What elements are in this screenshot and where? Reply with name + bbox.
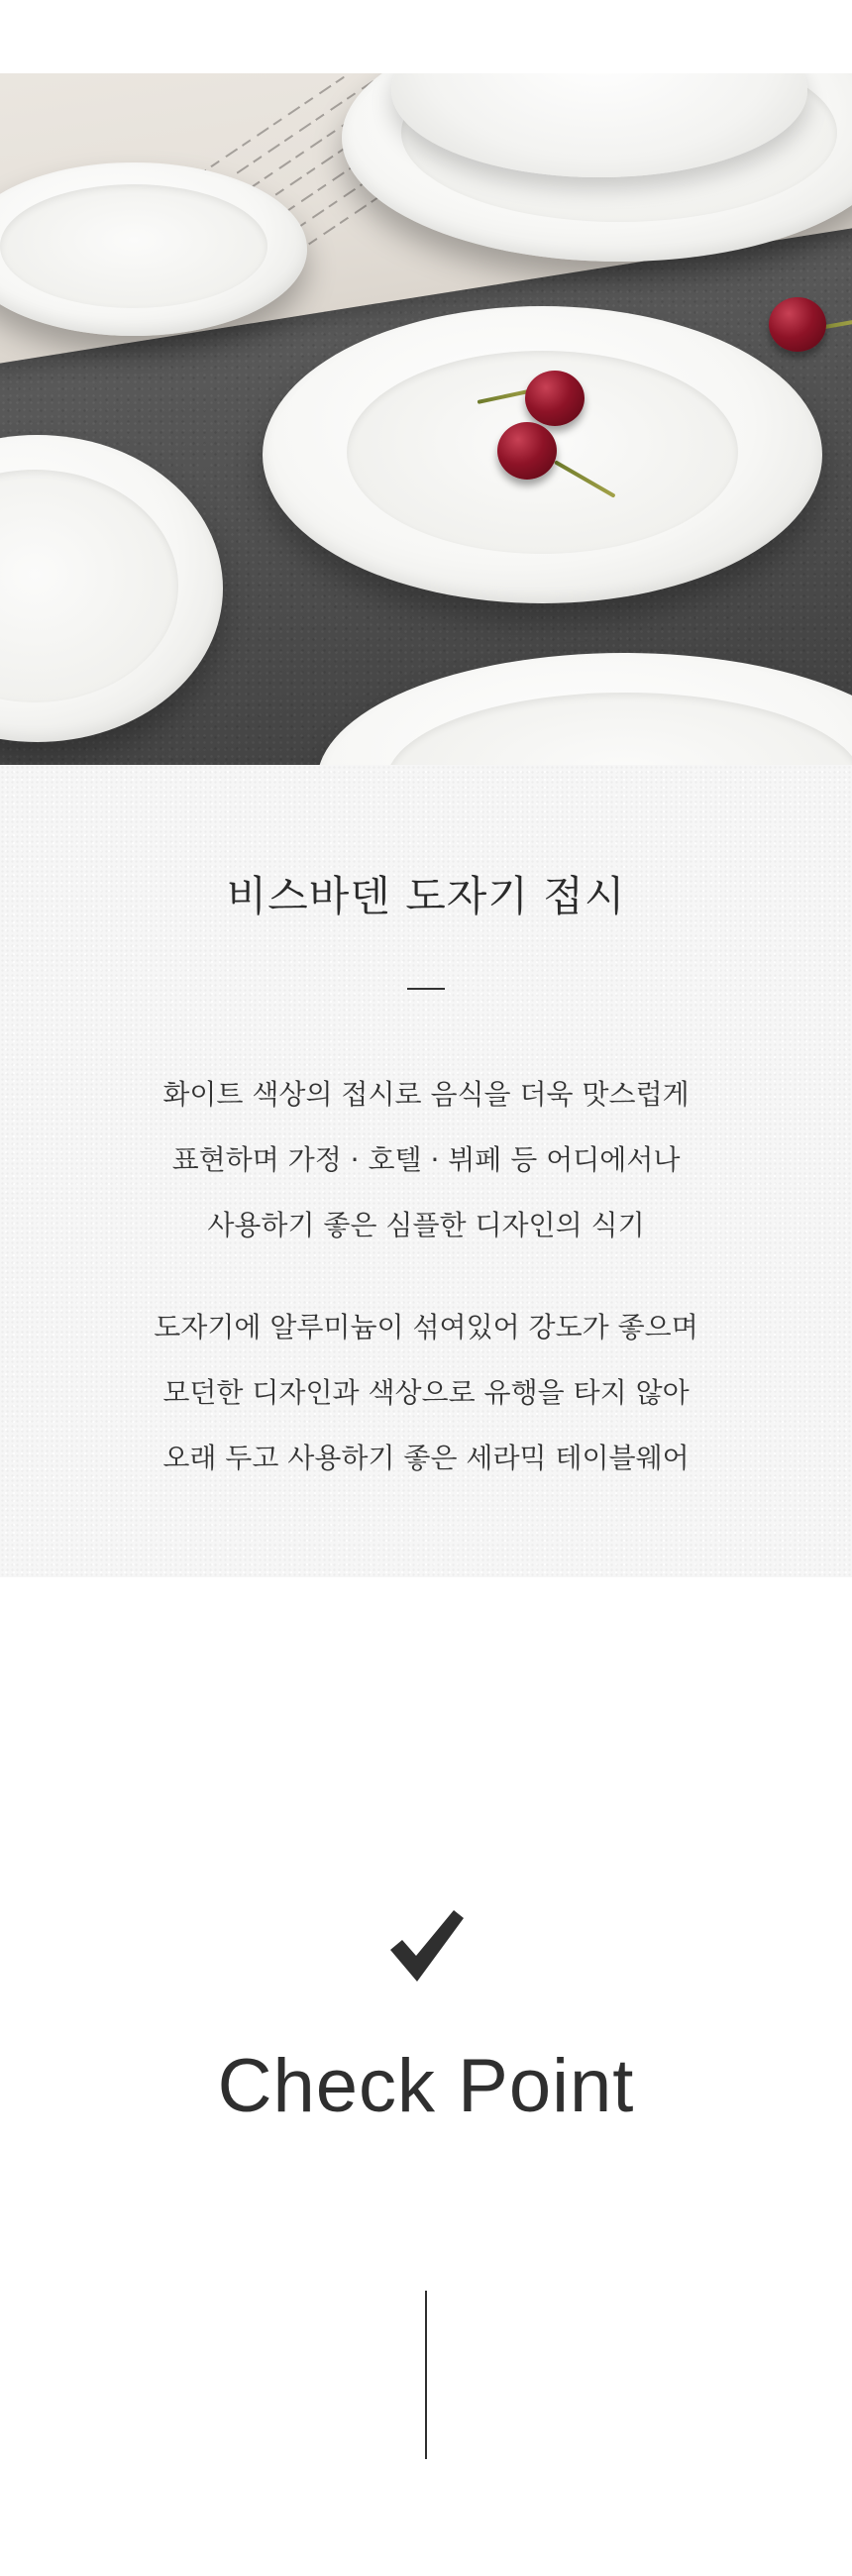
intro-line: 사용하기 좋은 심플한 디자인의 식기: [207, 1209, 645, 1241]
intro-paragraph-1: [0, 1062, 852, 1258]
check-icon: [384, 1904, 468, 1987]
product-intro: [0, 765, 852, 1577]
vertical-divider: [425, 2291, 427, 2459]
cherry: [769, 297, 826, 352]
intro-line: 모던한 디자인과 색상으로 유행을 타지 않아: [162, 1376, 690, 1409]
title-divider: [407, 988, 445, 990]
cherry: [497, 422, 557, 480]
intro-line: 도자기에 알루미늄이 섞여있어 강도가 좋으며: [154, 1311, 698, 1343]
intro-line: 오래 두고 사용하기 좋은 세라믹 테이블웨어: [162, 1442, 690, 1474]
intro-line: 화이트 색상의 접시로 음식을 더욱 맛스럽게: [162, 1078, 690, 1111]
hero-product-photo: [0, 73, 852, 765]
top-spacer: [0, 0, 852, 73]
product-title: 비스바덴 도자기 접시: [226, 872, 626, 920]
intro-line: 표현하며 가정 · 호텔 · 뷔페 등 어디에서나: [171, 1143, 681, 1176]
intro-paragraph-2: [0, 1295, 852, 1491]
check-point-title: Check Point: [217, 2044, 635, 2128]
cherry: [525, 371, 585, 426]
check-point-section: [0, 1577, 852, 2576]
